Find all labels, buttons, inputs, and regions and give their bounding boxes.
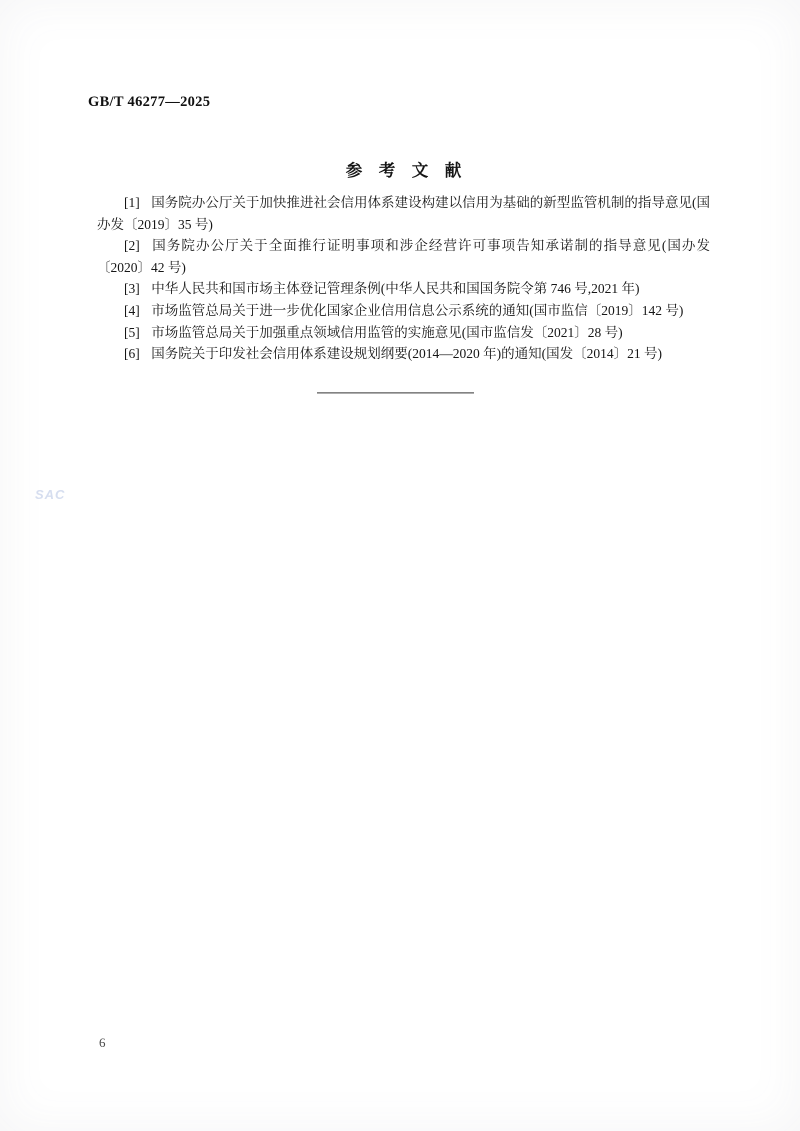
reference-item-6	[97, 343, 710, 365]
standard-code-header: GB/T 46277—2025	[88, 94, 211, 110]
reference-number: [5]	[124, 324, 140, 340]
section-title: 参 考 文 献	[345, 161, 462, 180]
reference-text: 市场监管总局关于进一步优化国家企业信用信息公示系统的通知(国市监信〔2019〕142 号)	[151, 302, 684, 318]
reference-text: 国务院关于印发社会信用体系建设规划纲要(2014—2020 年)的通知(国发〔2014〕21 号)	[151, 346, 662, 362]
reference-item-4	[97, 300, 710, 322]
reference-text: 国务院办公厅关于全面推行证明事项和涉企经营许可事项告知承诺制的指导意见(国办发〔2020〕42 号)	[97, 238, 710, 275]
page-number: 6	[99, 1035, 106, 1050]
references-list	[97, 192, 710, 365]
reference-number: [4]	[124, 302, 140, 318]
reference-item-3	[97, 278, 710, 300]
reference-number: [1]	[124, 195, 140, 210]
reference-number: [2]	[124, 238, 140, 254]
reference-item-2	[97, 235, 710, 278]
reference-number: [6]	[124, 346, 140, 362]
reference-item-1	[97, 192, 710, 235]
sac-watermark: SAC	[35, 487, 66, 502]
reference-number: [3]	[124, 281, 140, 297]
reference-text: 中华人民共和国市场主体登记管理条例(中华人民共和国国务院令第 746 号,2021 年)	[151, 281, 640, 297]
end-of-document-rule	[317, 392, 474, 394]
reference-text: 国务院办公厅关于加快推进社会信用体系建设构建以信用为基础的新型监管机制的指导意见(国办发〔2019〕35 号)	[97, 195, 710, 232]
reference-item-5	[97, 322, 710, 344]
reference-text: 市场监管总局关于加强重点领域信用监管的实施意见(国市监信发〔2021〕28 号)	[151, 324, 623, 340]
